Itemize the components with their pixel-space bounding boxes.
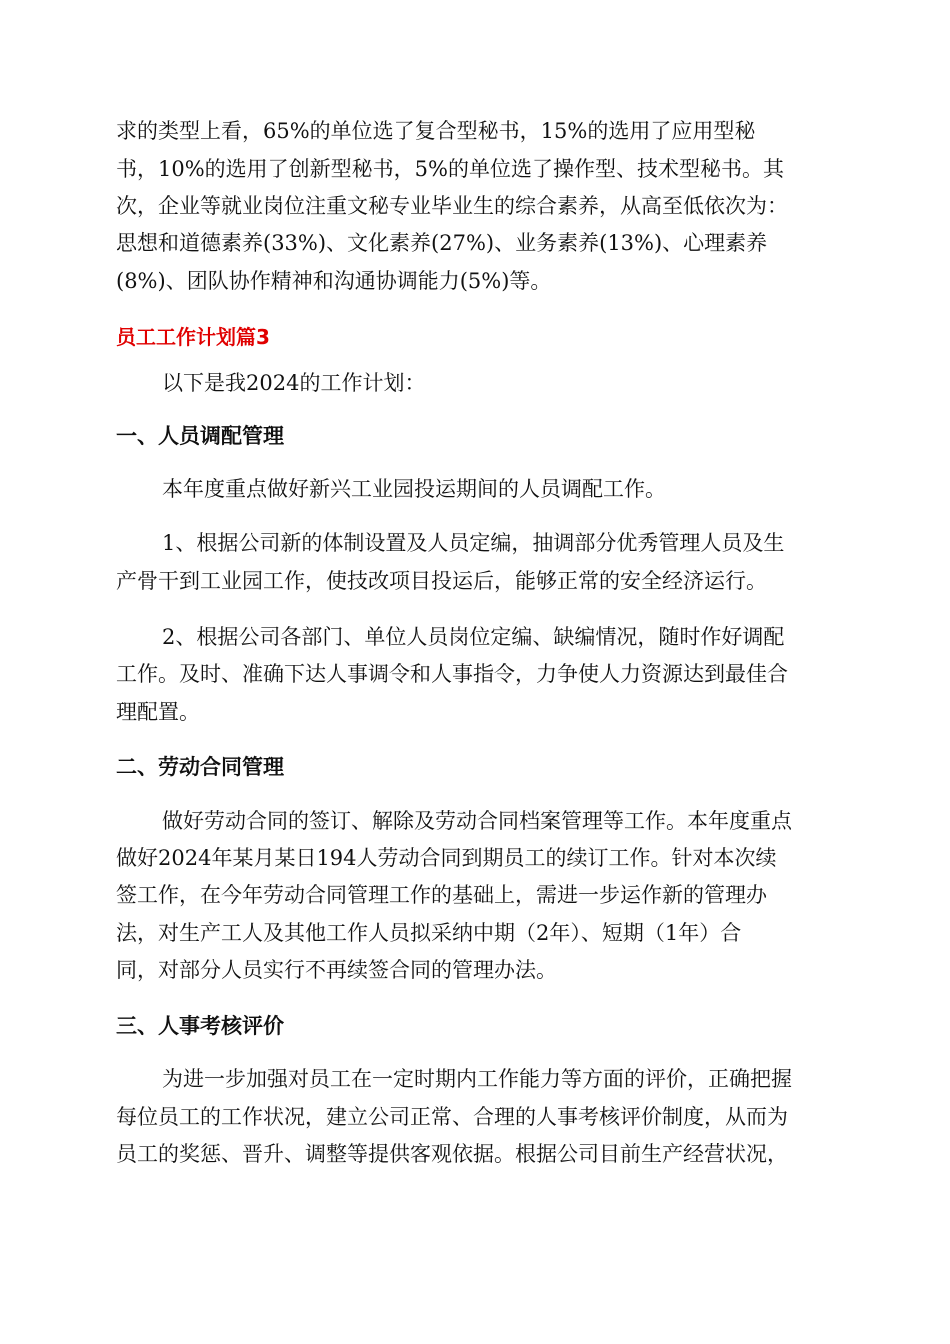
section2-line-5: 同，对部分人员实行不再续签合同的管理办法。	[116, 958, 557, 982]
section2-line-3: 签工作，在今年劳动合同管理工作的基础上，需进一步运作新的管理办	[116, 883, 767, 907]
section3-line-3: 员工的奖惩、晋升、调整等提供客观依据。根据公司目前生产经营状况，	[116, 1142, 788, 1166]
section-title-staffing: 一、人员调配管理	[116, 424, 284, 448]
section2-line-2: 做好2024年某月某日194人劳动合同到期员工的续订工作。针对本次续	[116, 846, 777, 870]
intro-line-5: (8%)、团队协作精神和沟通协调能力(5%)等。	[116, 269, 552, 293]
section3-line-2: 每位员工的工作状况，建立公司正常、合理的人事考核评价制度，从而为	[116, 1105, 788, 1129]
section1-paragraph-2-line-2: 产骨干到工业园工作，使技改项目投运后，能够正常的安全经济运行。	[116, 569, 767, 593]
section-title-labor-contract: 二、劳动合同管理	[116, 755, 284, 779]
section2-line-1: 做好劳动合同的签订、解除及劳动合同档案管理等工作。本年度重点	[162, 809, 792, 833]
section-title-assessment: 三、人事考核评价	[116, 1014, 284, 1038]
section1-paragraph-3-line-1: 2、根据公司各部门、单位人员岗位定编、缺编情况，随时作好调配	[162, 625, 785, 649]
intro-line-4: 思想和道德素养(33%)、文化素养(27%)、业务素养(13%)、心理素养	[116, 231, 768, 255]
intro-line-1: 求的类型上看，65%的单位选了复合型秘书，15%的选用了应用型秘	[116, 119, 756, 143]
page-title: 员工工作计划篇3	[116, 325, 270, 349]
section3-line-1: 为进一步加强对员工在一定时期内工作能力等方面的评价，正确把握	[162, 1067, 792, 1091]
intro-line-3: 次，企业等就业岗位注重文秘专业毕业生的综合素养，从高至低依次为：	[116, 194, 788, 218]
plan-intro: 以下是我2024的工作计划：	[162, 371, 426, 395]
intro-line-2: 书，10%的选用了创新型秘书，5%的单位选了操作型、技术型秘书。其	[116, 157, 784, 181]
section2-line-4: 法，对生产工人及其他工作人员拟采纳中期（2年）、短期（1年）合	[116, 921, 742, 945]
section1-paragraph-1: 本年度重点做好新兴工业园投运期间的人员调配工作。	[162, 477, 666, 501]
section1-paragraph-3-line-3: 理配置。	[116, 700, 200, 724]
section1-paragraph-3-line-2: 工作。及时、准确下达人事调令和人事指令，力争使人力资源达到最佳合	[116, 662, 788, 686]
section1-paragraph-2-line-1: 1、根据公司新的体制设置及人员定编，抽调部分优秀管理人员及生	[162, 531, 785, 555]
